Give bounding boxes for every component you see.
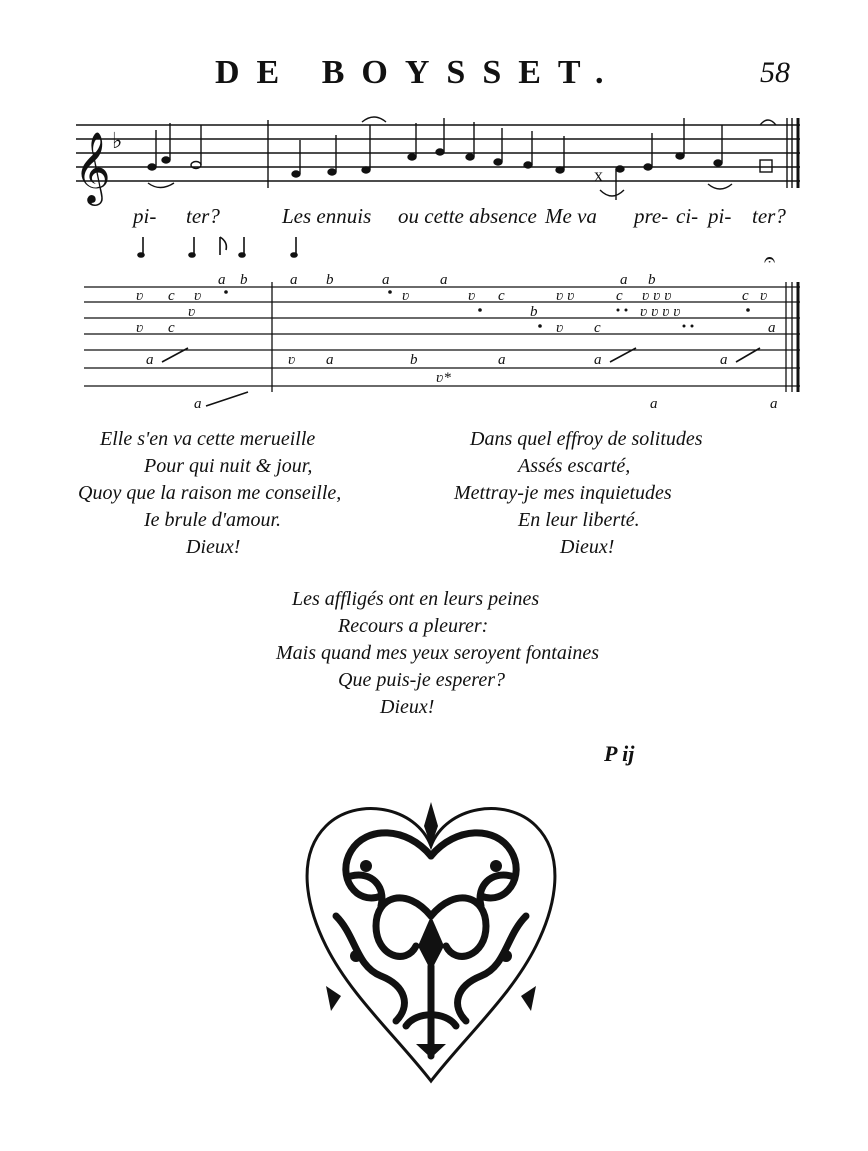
tab-letter: ʋ xyxy=(136,288,144,304)
tab-letter: a xyxy=(620,272,628,288)
lyric-syllable: ter? xyxy=(186,204,220,228)
tab-letter: ʋ xyxy=(136,320,144,336)
tab-letter: b xyxy=(648,272,656,288)
treble-clef-icon: 𝄞 xyxy=(74,134,111,202)
tab-letter: ʋ xyxy=(188,304,196,320)
lyric-syllable: pi- xyxy=(133,204,157,228)
verse-line: Dieux! xyxy=(186,536,241,558)
tab-letter: a xyxy=(382,272,390,288)
verse-line: Elle s'en va cette merueille xyxy=(100,428,316,450)
verse-line: Les affligés ont en leurs peines xyxy=(292,588,540,610)
lyric-syllable: ou cette absence xyxy=(398,204,537,228)
page-number: 58 xyxy=(760,56,790,89)
tab-letter: b xyxy=(240,272,248,288)
tab-letter: c xyxy=(616,288,623,304)
tab-letter: c xyxy=(498,288,505,304)
tab-letter: a xyxy=(440,272,448,288)
verse-line: En leur liberté. xyxy=(518,509,640,531)
tab-letter: ʋ ʋ xyxy=(556,288,575,304)
tab-letter: a xyxy=(218,272,226,288)
fermata-icon: 𝄐 xyxy=(764,249,776,271)
heart-ornament-icon xyxy=(296,796,566,1086)
tab-letter: ʋ* xyxy=(436,370,451,386)
tab-letter: ʋ xyxy=(760,288,768,304)
tab-letter: a xyxy=(720,352,728,368)
tab-letter: c xyxy=(742,288,749,304)
stanza-right xyxy=(454,426,703,561)
tab-letter: c xyxy=(168,288,175,304)
verse-line: Que puis-je esperer? xyxy=(338,669,505,691)
tab-letter: ʋ ʋ ʋ ʋ xyxy=(640,304,681,320)
verse-line: Recours a pleurer: xyxy=(338,615,489,637)
tab-letter: c xyxy=(168,320,175,336)
tab-letter: ʋ xyxy=(288,352,296,368)
tab-letter: a xyxy=(326,352,334,368)
tablature-glyphs xyxy=(136,272,778,412)
tab-letter: a xyxy=(194,396,202,412)
tab-letter: ʋ xyxy=(194,288,202,304)
verse-line: Dans quel effroy de solitudes xyxy=(470,428,703,450)
tab-letter: b xyxy=(530,304,538,320)
lyric-syllable: Me va xyxy=(545,204,597,228)
tab-letter: a xyxy=(650,396,658,412)
tab-letter: b xyxy=(410,352,418,368)
tab-letter: a xyxy=(768,320,776,336)
flat-sign-icon: ♭ xyxy=(112,128,123,153)
verse-line: Mettray-je mes inquietudes xyxy=(454,482,672,504)
verse-line: Ie brule d'amour. xyxy=(144,509,282,531)
page-header-title: DE BOYSSET. xyxy=(215,54,621,91)
tab-letter: a xyxy=(770,396,778,412)
tab-letter: a xyxy=(290,272,298,288)
stanza-center xyxy=(276,586,599,721)
tab-letter: ʋ xyxy=(556,320,564,336)
stanza-left xyxy=(78,426,341,561)
lyric-syllable: Les ennuis xyxy=(282,204,372,228)
tab-letter: a xyxy=(594,352,602,368)
verse-line: Dieux! xyxy=(560,536,615,558)
tab-letter: ʋ xyxy=(468,288,476,304)
tab-letter: ʋ ʋ ʋ xyxy=(642,288,672,304)
verse-line: Assés escarté, xyxy=(518,455,631,477)
sharp-x-icon: x xyxy=(594,165,603,185)
tab-slurs xyxy=(162,348,760,406)
lyric-syllable: pre- xyxy=(634,204,669,228)
tab-letter: a xyxy=(498,352,506,368)
verse-line: Dieux! xyxy=(380,696,435,718)
tab-letter: ʋ xyxy=(402,288,410,304)
lyric-syllable: pi- xyxy=(708,204,732,228)
tab-letter: a xyxy=(146,352,154,368)
verse-line: Pour qui nuit & jour, xyxy=(144,455,313,477)
lyric-syllable: ci- xyxy=(676,204,699,228)
signature-mark: P ij xyxy=(604,741,635,766)
lyric-syllable: ter? xyxy=(752,204,786,228)
tab-letter: c xyxy=(594,320,601,336)
verse-line: Quoy que la raison me conseille, xyxy=(78,482,342,504)
verse-line: Mais quand mes yeux seroyent fontaines xyxy=(276,642,600,664)
tab-letter: b xyxy=(326,272,334,288)
